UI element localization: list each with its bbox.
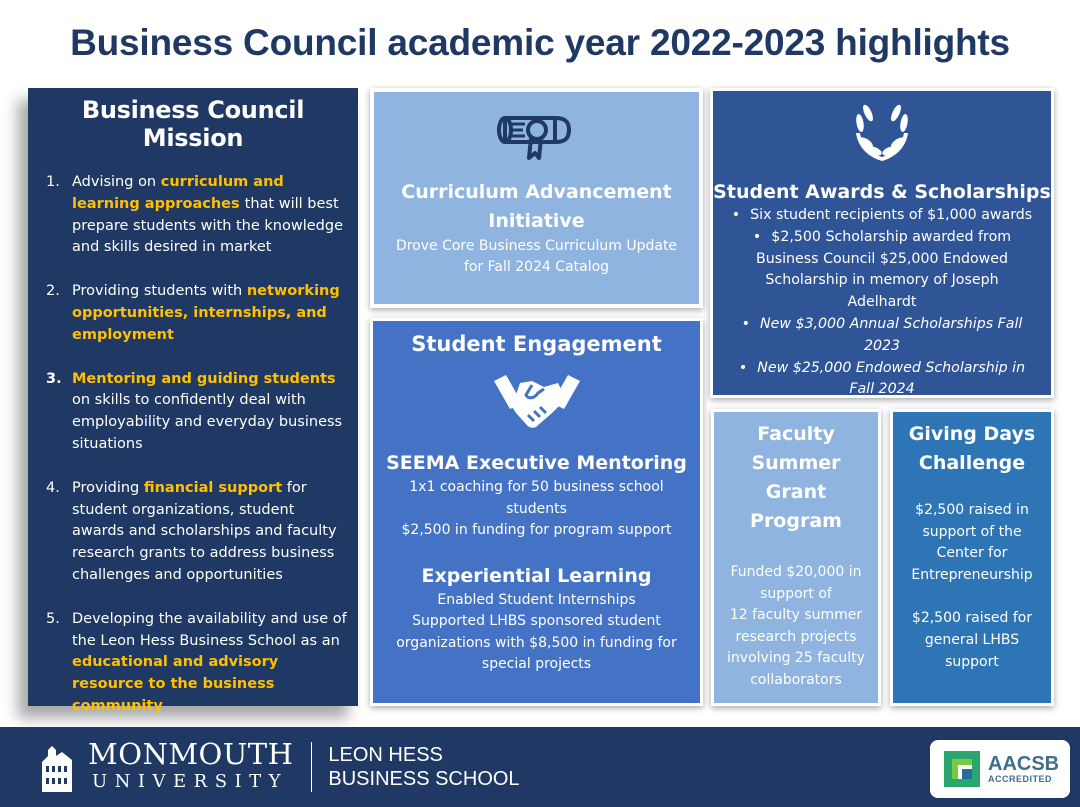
mission-highlight: financial support xyxy=(143,479,283,496)
university-building-icon xyxy=(38,742,76,792)
mission-item-text xyxy=(72,478,348,587)
awards-heading: Student Awards & Scholarships xyxy=(713,181,1051,203)
school-name-line2: BUSINESS SCHOOL xyxy=(328,768,520,790)
diploma-icon xyxy=(497,108,577,164)
mission-text: Providing xyxy=(72,479,144,496)
mission-item-number: 2. xyxy=(46,283,60,300)
mission-text: Developing the availability and use of the Leon Hess Business School as an xyxy=(72,610,347,649)
mission-item xyxy=(38,369,348,456)
mission-text: Providing students with xyxy=(72,283,247,300)
university-brand xyxy=(38,739,520,795)
learning-line1: Enabled Student Internships xyxy=(437,591,636,608)
mission-text: for student organizations, student awards and scholarships and faculty research grants to address business challenges and opportunities xyxy=(72,479,337,583)
learning-line4: special projects xyxy=(481,656,592,672)
award-item: • $2,500 Scholarship awarded from Business Council $25,000 Endowed Scholarship in memory of Joseph Adelhardt xyxy=(729,227,1035,314)
giving-line-6: general LHBS xyxy=(924,631,1020,648)
mission-item xyxy=(38,609,348,718)
giving-heading-1: Giving Days xyxy=(908,423,1036,445)
award-item: • New $3,000 Annual Scholarships Fall 2023 xyxy=(729,314,1035,358)
mission-item-text xyxy=(72,609,348,718)
mission-item-number: 3. xyxy=(46,370,62,387)
giving-line-1: $2,500 raised in xyxy=(915,502,1029,518)
mission-panel xyxy=(28,88,358,714)
engagement-panel xyxy=(370,318,703,706)
giving-line-5: $2,500 raised for xyxy=(911,610,1033,627)
mission-item xyxy=(38,478,348,587)
award-item: • New $25,000 Endowed Scholarship in Fall 2024 xyxy=(729,358,1035,402)
mission-item-text xyxy=(72,369,348,456)
page-title: Business Council academic year 2022-2023 highlights xyxy=(70,22,1010,63)
mission-item xyxy=(38,172,348,259)
mission-text: that will best prepare students with the knowledge and skills desired in market xyxy=(72,195,343,256)
mission-text: on skills to confidently deal with employability and everyday business situations xyxy=(72,392,343,452)
grant-heading-1: Faculty xyxy=(757,423,835,445)
grant-heading-4: Program xyxy=(750,510,842,532)
learning-heading: Experiential Learning xyxy=(421,564,652,587)
mission-list xyxy=(38,172,348,718)
giving-line-7: support xyxy=(945,653,999,670)
footer-bar xyxy=(0,727,1080,807)
grant-line-3: 12 faculty summer xyxy=(729,607,863,624)
mission-item-text xyxy=(72,172,348,259)
grant-heading-2: Summer xyxy=(751,452,841,474)
mentoring-line2: students xyxy=(506,500,567,517)
aacsb-status: ACCREDITED xyxy=(988,774,1053,784)
grant-line-2: support of xyxy=(760,585,832,602)
curriculum-panel xyxy=(370,88,703,308)
mission-text: Advising on xyxy=(72,174,161,190)
mission-item-text xyxy=(72,281,348,346)
learning-line3: organizations with $8,500 in funding for xyxy=(396,634,677,651)
grant-line-5: involving 25 faculty xyxy=(727,650,865,667)
brand-divider xyxy=(311,742,312,792)
mission-heading: Business Council Mission xyxy=(81,96,305,152)
mission-item-number: 4. xyxy=(46,479,60,496)
giving-line-4: Entrepreneurship xyxy=(911,566,1033,583)
school-name-line1: LEON HESS xyxy=(328,744,443,766)
grant-line-4: research projects xyxy=(735,628,857,645)
learning-line2: Supported LHBS sponsored student xyxy=(412,613,661,629)
aacsb-name: AACSB xyxy=(988,753,1060,775)
mission-highlight: Mentoring and guiding students xyxy=(72,370,336,387)
aacsb-badge xyxy=(930,740,1070,798)
curriculum-heading-line2: Initiative xyxy=(488,210,585,232)
curriculum-heading-line1: Curriculum Advancement xyxy=(401,181,672,203)
giving-line-3: Center for xyxy=(936,545,1008,562)
giving-days-panel xyxy=(890,409,1054,706)
grant-line-6: collaborators xyxy=(750,671,842,688)
mentoring-line1: 1x1 coaching for 50 business school xyxy=(409,479,664,495)
mentoring-line3: $2,500 in funding for program support xyxy=(401,522,672,538)
faculty-grant-panel xyxy=(711,409,881,706)
mission-item-number: 5. xyxy=(46,610,60,627)
university-name-line1: MONMOUTH xyxy=(88,737,294,771)
awards-panel xyxy=(710,88,1054,398)
laurel-wreath-icon xyxy=(850,103,914,163)
mission-item xyxy=(38,281,348,346)
mission-item-number: 1. xyxy=(46,174,60,190)
mission-highlight: educational and advisory resource to the business community xyxy=(72,654,279,714)
curriculum-text-line1: Drove Core Business Curriculum Update xyxy=(395,238,678,254)
mentoring-heading: SEEMA Executive Mentoring xyxy=(386,452,687,474)
mission-highlight: networking opportunities, internships, and employment xyxy=(72,283,340,343)
university-name-line2: UNIVERSITY xyxy=(92,771,289,792)
giving-line-2: support of the xyxy=(922,523,1022,540)
awards-list xyxy=(713,205,1051,401)
aacsb-logo-icon xyxy=(944,751,980,787)
mission-highlight: curriculum and learning approaches xyxy=(72,174,284,212)
giving-heading-2: Challenge xyxy=(918,452,1026,474)
engagement-heading: Student Engagement xyxy=(411,332,662,356)
curriculum-text-line2: for Fall 2024 Catalog xyxy=(463,259,610,275)
handshake-icon xyxy=(492,369,582,433)
award-item: • Six student recipients of $1,000 awards xyxy=(729,205,1035,227)
grant-line-1: Funded $20,000 in xyxy=(730,564,862,580)
grant-heading-3: Grant xyxy=(765,481,827,503)
